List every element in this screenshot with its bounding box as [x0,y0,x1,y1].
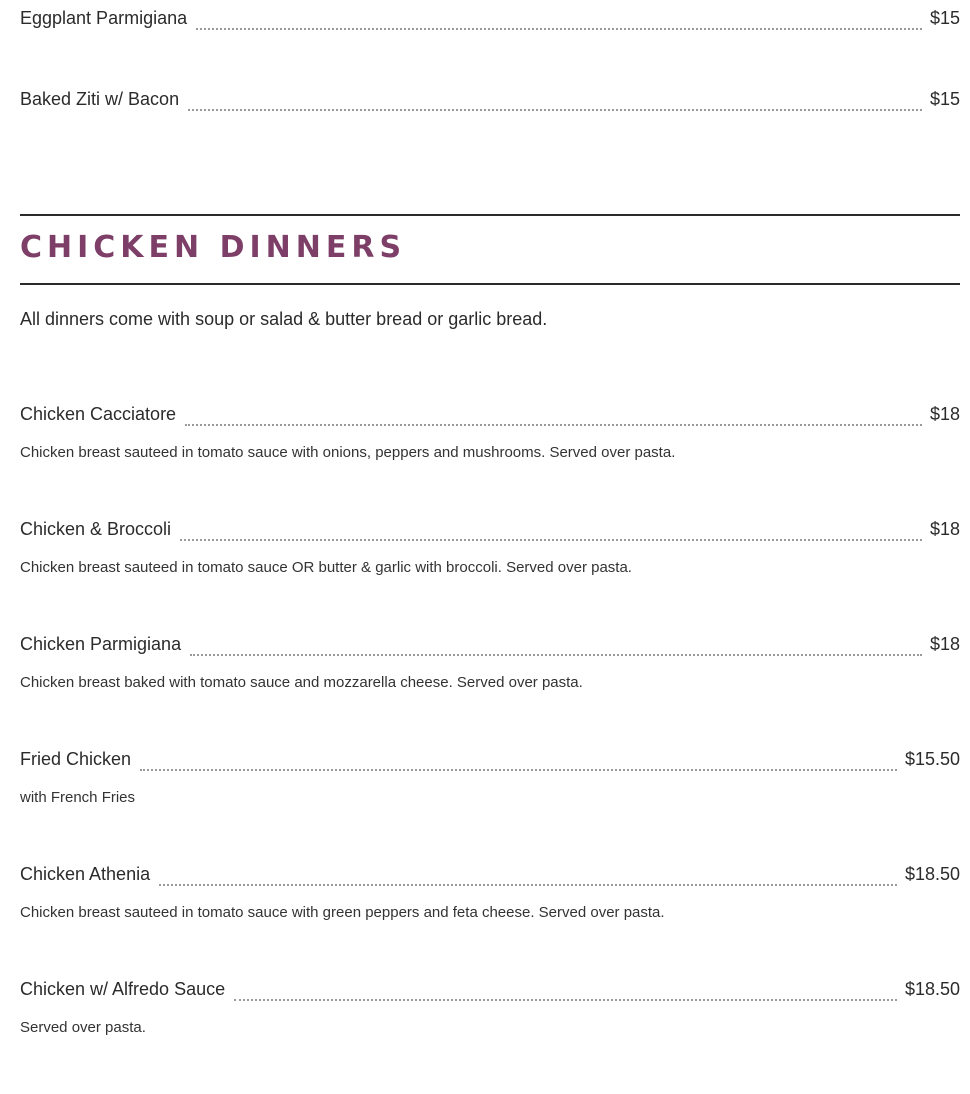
menu-item-chicken-broccoli [20,519,960,543]
menu-item-description: Chicken breast baked with tomato sauce and mozzarella cheese. Served over pasta. [20,674,583,691]
menu-item-price: $15.50 [904,749,960,769]
menu-item-price: $18 [929,634,960,654]
menu-item-name: Fried Chicken [20,749,132,769]
menu-item-chicken-athenia [20,864,960,888]
dotted-leader [190,650,922,656]
menu-item-name: Chicken Parmigiana [20,634,182,654]
menu-item-name: Baked Ziti w/ Bacon [20,89,180,109]
menu-item-fried-chicken [20,749,960,773]
dotted-leader [196,24,922,30]
section-title: CHICKEN DINNERS [20,230,407,265]
menu-item-name: Eggplant Parmigiana [20,8,188,28]
menu-item-baked-ziti [20,89,960,113]
dotted-leader [180,535,922,541]
menu-item-description: with French Fries [20,789,136,806]
menu-item-chicken-cacciatore [20,404,960,428]
dotted-leader [159,880,897,886]
section-note: All dinners come with soup or salad & butter bread or garlic bread. [20,309,548,329]
menu-item-name: Chicken Athenia [20,864,151,884]
menu-item-name: Chicken & Broccoli [20,519,172,539]
menu-item-price: $18.50 [904,979,960,999]
menu-item-description: Chicken breast sauteed in tomato sauce with onions, peppers and mushrooms. Served over pasta. [20,444,676,461]
menu-item-price: $18 [929,404,960,424]
dotted-leader [188,105,922,111]
menu-item-name: Chicken Cacciatore [20,404,177,424]
menu-item-description: Chicken breast sauteed in tomato sauce with green peppers and feta cheese. Served over pasta. [20,904,665,921]
menu-item-chicken-alfredo [20,979,960,1003]
menu-item-price: $15 [929,89,960,109]
menu-item-price: $15 [929,8,960,28]
menu-item-description: Served over pasta. [20,1019,146,1036]
dotted-leader [185,420,922,426]
menu-item-name: Chicken w/ Alfredo Sauce [20,979,226,999]
section-top-rule [20,214,960,216]
dotted-leader [140,765,897,771]
section-bottom-rule [20,283,960,285]
menu-item-eggplant-parmigiana [20,8,960,32]
menu-item-price: $18 [929,519,960,539]
dotted-leader [234,995,897,1001]
menu-item-price: $18.50 [904,864,960,884]
menu-item-chicken-parmigiana [20,634,960,658]
menu-item-description: Chicken breast sauteed in tomato sauce OR butter & garlic with broccoli. Served over pasta. [20,559,632,576]
